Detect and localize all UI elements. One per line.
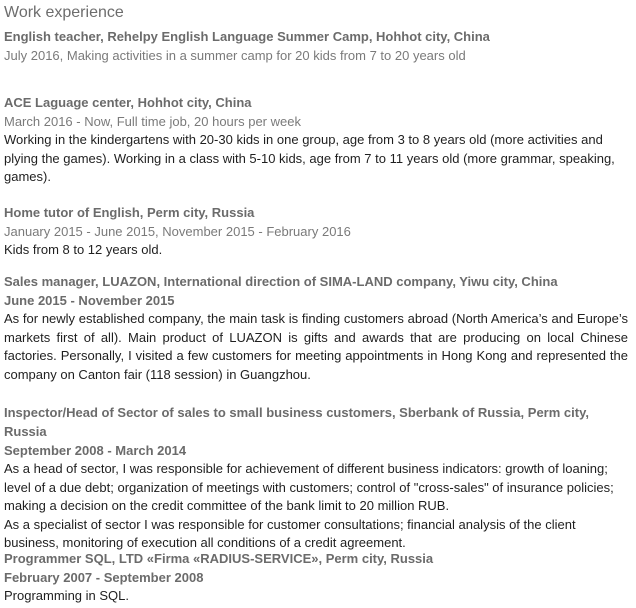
job-description xyxy=(4,310,628,384)
job-dates: March 2016 - Now, Full time job, 20 hours per week xyxy=(4,114,301,129)
job-title: Programmer SQL, LTD «Firma «RADIUS-SERVICE», Perm city, Russia xyxy=(4,551,434,566)
job-dates: July 2016, Making activities in a summer camp for 20 kids from 7 to 20 years old xyxy=(4,48,466,63)
job-description-paragraph: As a head of sector, I was responsible for achievement of different business indicators: growth of loaning; level of a due debt; organization of meetings with customers; control of "cross-sales" of insurance policies; making a decision on the credit committee of the bank limit to 20 million RUB. xyxy=(4,461,614,514)
job-description-paragraph: As for newly established company, the main task is finding customers abroad (North America’s and Europe’s markets first of all). Main product of LUAZON is gifts and awards that are producing on local Chinese factories. Personally, I visited a few customers for meeting appointments in Hong Kong and represented the company on Canton fair (118 session) in Guangzhou. xyxy=(4,311,628,382)
job-dates: February 2007 - September 2008 xyxy=(4,570,204,585)
job-dates: September 2008 - March 2014 xyxy=(4,443,187,458)
job-entry-english-teacher xyxy=(4,27,628,93)
job-title: Home tutor of English, Perm city, Russia xyxy=(4,205,255,220)
job-description-paragraph: Working in the kindergartens with 20-30 kids in one group, age from 3 to 8 years old (more activities and plying the games). Working in a class with 5-10 kids, age from 7 to 11 years old (more grammar, speaking, games). xyxy=(4,132,615,185)
job-description-paragraph: As a specialist of sector I was responsible for customer consultations; financial analysis of the client business, monitoring of execution all conditions of a credit agreement. xyxy=(4,516,576,551)
job-description xyxy=(4,131,628,187)
job-title: Inspector/Head of Sector of sales to small business customers, Sberbank of Russia, Perm city, Russia xyxy=(4,405,589,439)
job-dates: June 2015 - November 2015 xyxy=(4,293,175,308)
resume-page xyxy=(4,0,628,606)
job-description-paragraph: Programming in SQL. xyxy=(4,588,129,603)
job-description xyxy=(4,460,628,553)
job-title: ACE Laguage center, Hohhot city, China xyxy=(4,95,252,110)
job-title: English teacher, Rehelpy English Language Summer Camp, Hohhot city, China xyxy=(4,29,490,44)
section-title: Work experience xyxy=(4,4,124,21)
job-entry-sberbank xyxy=(4,403,628,549)
job-dates: January 2015 - June 2015, November 2015 - February 2016 xyxy=(4,224,351,239)
job-description xyxy=(4,241,628,260)
job-entry-home-tutor xyxy=(4,203,628,272)
job-description-paragraph: Kids from 8 to 12 years old. xyxy=(4,242,163,257)
job-entry-sales-manager xyxy=(4,272,628,403)
job-description xyxy=(4,587,628,606)
job-entry-programmer xyxy=(4,549,628,606)
job-title: Sales manager, LUAZON, International direction of SIMA-LAND company, Yiwu city, China xyxy=(4,274,558,289)
job-entry-ace-center xyxy=(4,93,628,203)
